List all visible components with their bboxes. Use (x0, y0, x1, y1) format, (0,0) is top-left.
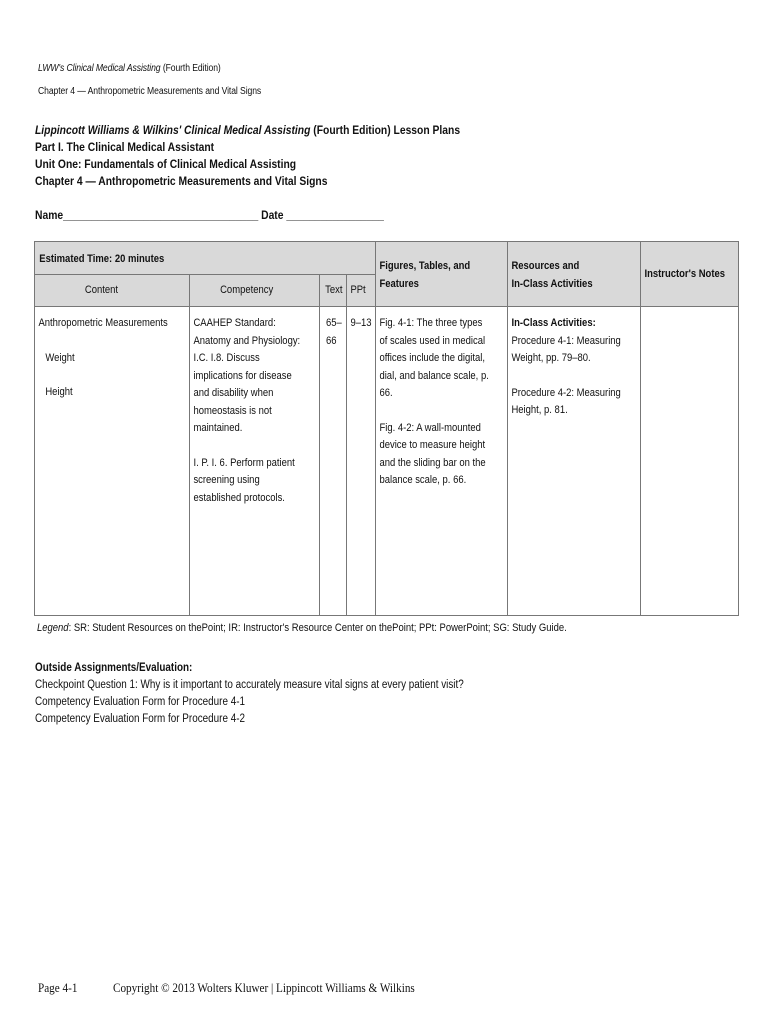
resources-header-line1: Resources and (511, 260, 580, 272)
title-block (35, 122, 460, 190)
title-book-name: Lippincott Williams & Wilkins' Clinical Medical Assisting (35, 123, 311, 137)
figure-line: 66. (379, 387, 393, 399)
figure-line: and the sliding bar on the (379, 456, 486, 469)
outside-assignments-heading: Outside Assignments/Evaluation: (35, 662, 193, 674)
figures-header-line2: Features (379, 277, 420, 290)
figures-cell (376, 307, 508, 616)
figure-line: offices include the digital, (379, 352, 486, 364)
competency-line: homeostasis is not (193, 404, 273, 417)
content-header (35, 275, 190, 307)
instructor-notes-label: Instructor's Notes (644, 268, 725, 280)
resource-line: Procedure 4-2: Measuring (511, 386, 622, 399)
content-cell (35, 307, 190, 616)
resource-line: Weight, pp. 79–80. (511, 352, 592, 364)
title-lesson-plans: (Fourth Edition) Lesson Plans (310, 123, 461, 137)
text-pages-line2: 66 (325, 334, 337, 347)
competency-cell (190, 307, 319, 616)
competency-header-label: Competency (220, 284, 274, 296)
instructor-notes-cell (640, 307, 739, 616)
in-class-activities-heading: In-Class Activities: (511, 317, 597, 329)
content-header-label: Content (84, 284, 119, 296)
resource-line: Procedure 4-1: Measuring (511, 334, 622, 347)
content-height: Height (45, 386, 73, 398)
title-line-4: Chapter 4 — Anthropometric Measurements and Vital Signs (35, 174, 328, 188)
assignment-item: Checkpoint Question 1: Why is it important to accurately measure vital signs at every patient visit? (35, 679, 464, 691)
figures-header (376, 242, 508, 307)
competency-line: I.C. I.8. Discuss (193, 352, 261, 364)
name-date-line: Name__________________________________ Date _________________ (35, 208, 384, 222)
ppt-slides: 9–13 (350, 317, 372, 329)
title-line-3: Unit One: Fundamentals of Clinical Medical Assisting (35, 157, 297, 171)
instructor-notes-text (641, 307, 725, 315)
estimated-time: Estimated Time: 20 minutes (39, 253, 165, 265)
competency-line: implications for disease (193, 369, 293, 382)
competency-text (190, 307, 300, 507)
running-header-chapter: Chapter 4 — Anthropometric Measurements and Vital Signs (38, 86, 262, 97)
content-main: Anthropometric Measurements (38, 317, 168, 329)
text-header (319, 275, 346, 307)
ppt-header-label: PPt (350, 284, 366, 296)
competency-line: Anatomy and Physiology: (193, 334, 301, 347)
text-pages-cell (319, 307, 346, 616)
legend-label: Legend (37, 622, 69, 634)
lesson-plan-table (34, 241, 739, 616)
resources-header (508, 242, 640, 307)
figures-header-line1: Figures, Tables, and (379, 260, 471, 272)
resource-line: Height, p. 81. (511, 404, 569, 416)
title-line-2: Part I. The Clinical Medical Assistant (35, 140, 215, 154)
competency-line: maintained. (193, 422, 243, 434)
assignment-item: Competency Evaluation Form for Procedure 4-2 (35, 713, 245, 725)
outside-assignments (35, 660, 464, 728)
figure-line: balance scale, p. 66. (379, 474, 467, 486)
estimated-time-cell (35, 242, 376, 275)
legend-text: : SR: Student Resources on thePoint; IR: Instructor's Resource Center on thePoint; PPt: PowerPoint; SG: Study Guide. (68, 622, 567, 634)
book-edition: (Fourth Edition) (160, 63, 221, 74)
competency-line: screening using (193, 474, 261, 486)
competency-line: I. P. I. 6. Perform patient (193, 456, 296, 469)
figure-line: Fig. 4-1: The three types (379, 317, 483, 329)
title-line-1 (35, 122, 460, 139)
figure-line: device to measure height (379, 439, 486, 451)
ppt-header (346, 275, 375, 307)
book-title: LWW's Clinical Medical Assisting (38, 63, 161, 74)
instructor-notes-header (640, 242, 739, 307)
assignment-item: Competency Evaluation Form for Procedure 4-1 (35, 696, 245, 708)
page-number: Page 4-1 (38, 980, 78, 995)
figure-line: Fig. 4-2: A wall-mounted (379, 421, 482, 434)
resources-cell (508, 307, 640, 616)
copyright: Copyright © 2013 Wolters Kluwer | Lippincott Williams & Wilkins (113, 980, 415, 995)
competency-line: CAAHEP Standard: (193, 317, 277, 329)
resources-header-line2: In-Class Activities (511, 277, 594, 290)
competency-header (190, 275, 319, 307)
figure-line: of scales used in medical (379, 334, 486, 347)
competency-line: established protocols. (193, 491, 286, 504)
competency-line: and disability when (193, 387, 274, 399)
ppt-cell (346, 307, 375, 616)
figure-line: dial, and balance scale, p. (379, 369, 490, 382)
text-header-label: Text (324, 284, 343, 296)
legend (37, 622, 567, 634)
text-pages-line1: 65– (325, 317, 342, 329)
running-header-book (38, 63, 221, 74)
content-weight: Weight (45, 351, 75, 364)
